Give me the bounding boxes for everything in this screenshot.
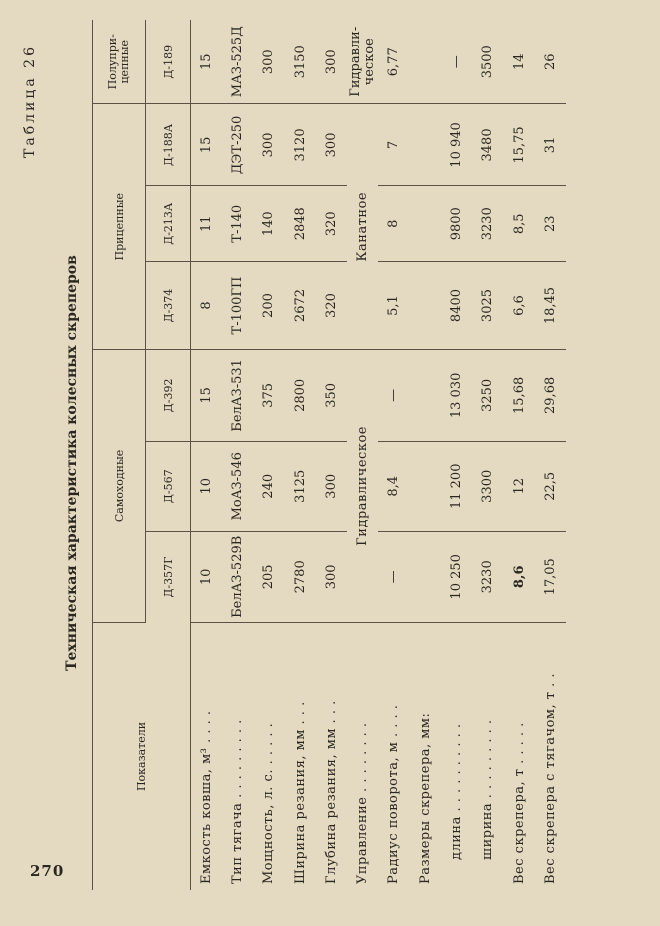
table-cell: Т-140 [222, 186, 253, 262]
page-number: 270 [30, 862, 65, 880]
table-cell: — [441, 20, 472, 104]
table-cell: 18,45 [535, 262, 566, 350]
table-cell: 3120 [284, 104, 315, 186]
table-cell: 5,1 [378, 262, 409, 350]
table-cell: 12 [503, 441, 534, 531]
table-row [222, 20, 253, 890]
table-cell [410, 104, 441, 186]
semi-trailed-group-header: Полупри- цепные [93, 20, 146, 104]
row-label: Мощность, л. с. . . . . . [261, 722, 277, 884]
table-cell: 15,68 [503, 349, 534, 441]
table-cell: 3025 [472, 262, 503, 350]
table-cell: 3300 [472, 441, 503, 531]
table-cell: Гидравли- ческое [347, 20, 378, 104]
row-label: Глубина резания, мм . . . [323, 700, 339, 884]
table-cell: 23 [535, 186, 566, 262]
table-cell: 3150 [284, 20, 315, 104]
model-header: Д-357Г [161, 556, 175, 598]
table-cell: 7 [378, 104, 409, 186]
row-label: длина . . . . . . . . . . [449, 723, 465, 860]
table-row [441, 20, 472, 890]
table-cell [410, 262, 441, 350]
table-cell: 300 [253, 104, 284, 186]
table-cell [410, 20, 441, 104]
table-cell: 11 [191, 186, 222, 262]
merged-cell-cable: Канатное [347, 104, 378, 349]
table-cell: 3125 [284, 441, 315, 531]
row-label: ширина . . . . . . . . . [480, 719, 496, 860]
model-header: Д-213А [146, 186, 191, 262]
table-cell: 3250 [472, 349, 503, 441]
table-cell: 10 [191, 531, 222, 622]
table-label: Таблица 26 [22, 44, 38, 158]
table-cell: МоАЗ-546 [222, 441, 253, 531]
table-cell: 8,6 [503, 531, 534, 622]
table-cell: 15,75 [503, 104, 534, 186]
specification-table [92, 20, 566, 890]
row-label: Размеры скрепера, мм: [417, 712, 433, 884]
table-cell: — [378, 349, 409, 441]
table-cell: 320 [316, 262, 347, 350]
table-cell: ДЭТ-250 [222, 104, 253, 186]
model-header: Д-567 [146, 441, 191, 531]
trailed-group-header: Прицепные [93, 104, 146, 349]
model-header: Д-392 [146, 349, 191, 441]
row-label: Радиус поворота, м . . . . [386, 704, 402, 884]
table-row [410, 20, 441, 890]
indicators-header: Показатели [135, 721, 148, 792]
row-label: Ширина резания, мм . . . [292, 701, 308, 884]
table-cell: 9800 [441, 186, 472, 262]
table-row [253, 20, 284, 890]
model-header: Д-189 [146, 20, 191, 104]
table-cell: 31 [535, 104, 566, 186]
table-row [535, 20, 566, 890]
table-cell: 22,5 [535, 441, 566, 531]
row-label: Вес скрепера, т . . . . . [511, 722, 527, 884]
table-cell: 17,05 [535, 531, 566, 622]
table-cell: 300 [316, 104, 347, 186]
model-header: Д-188А [146, 104, 191, 186]
model-header: Д-374 [146, 262, 191, 350]
table-cell: 15 [191, 349, 222, 441]
table-cell: — [378, 531, 409, 622]
table-cell: 240 [253, 441, 284, 531]
merged-cell-hydraulic: Гидравлическое [347, 349, 378, 622]
table-cell [410, 531, 441, 622]
table-cell: 10 250 [441, 531, 472, 622]
table-cell: 2672 [284, 262, 315, 350]
table-title: Техническая характеристика колесных скреперов [64, 255, 80, 671]
table-cell: 15 [191, 104, 222, 186]
row-label: Управление . . . . . . . . [355, 722, 371, 884]
table-cell: 8 [191, 262, 222, 350]
table-cell [410, 186, 441, 262]
table-cell: 300 [316, 531, 347, 622]
row-label: Вес скрепера с тягачом, т . . [542, 672, 558, 884]
table-cell [410, 441, 441, 531]
table-row [284, 20, 315, 890]
row-label: Тип тягача . . . . . . . . . [229, 719, 245, 884]
table-cell: 2800 [284, 349, 315, 441]
row-label: Емкость ковша, м³ . . . . [198, 710, 214, 884]
table-cell: 8,5 [503, 186, 534, 262]
table-cell: Т-100ГП [222, 262, 253, 350]
table-cell: 14 [503, 20, 534, 104]
table-cell: 3230 [472, 531, 503, 622]
table-cell: 26 [535, 20, 566, 104]
table-cell: 29,68 [535, 349, 566, 441]
table-cell: 11 200 [441, 441, 472, 531]
table-row [503, 20, 534, 890]
table-cell: 300 [316, 20, 347, 104]
table-cell: 2848 [284, 186, 315, 262]
table-row [472, 20, 503, 890]
table-cell: 300 [316, 441, 347, 531]
self-propelled-group-header: Самоходные [93, 349, 146, 622]
table-cell: 10 [191, 441, 222, 531]
table-cell: 200 [253, 262, 284, 350]
table-row [316, 20, 347, 890]
table-cell: 320 [316, 186, 347, 262]
table-cell: 8,4 [378, 441, 409, 531]
table-cell: 3500 [472, 20, 503, 104]
table-cell: БелАЗ-529В [222, 531, 253, 622]
table-row [191, 20, 222, 890]
table-cell: 3480 [472, 104, 503, 186]
table-cell: 8 [378, 186, 409, 262]
table-cell [410, 349, 441, 441]
table-cell: 205 [253, 531, 284, 622]
table-cell: 8400 [441, 262, 472, 350]
table-cell: БелАЗ-531 [222, 349, 253, 441]
table-cell: 3230 [472, 186, 503, 262]
table-cell: МАЗ-525Д [222, 20, 253, 104]
table-cell: 15 [191, 20, 222, 104]
table-cell: 13 030 [441, 349, 472, 441]
table-row [378, 20, 409, 890]
table-cell: 6,77 [378, 20, 409, 104]
table-cell: 350 [316, 349, 347, 441]
table-cell: 10 940 [441, 104, 472, 186]
table-cell: 375 [253, 349, 284, 441]
table-row [347, 20, 378, 890]
table-cell: 2780 [284, 531, 315, 622]
table-cell: 300 [253, 20, 284, 104]
table-cell: 6,6 [503, 262, 534, 350]
table-cell: 140 [253, 186, 284, 262]
